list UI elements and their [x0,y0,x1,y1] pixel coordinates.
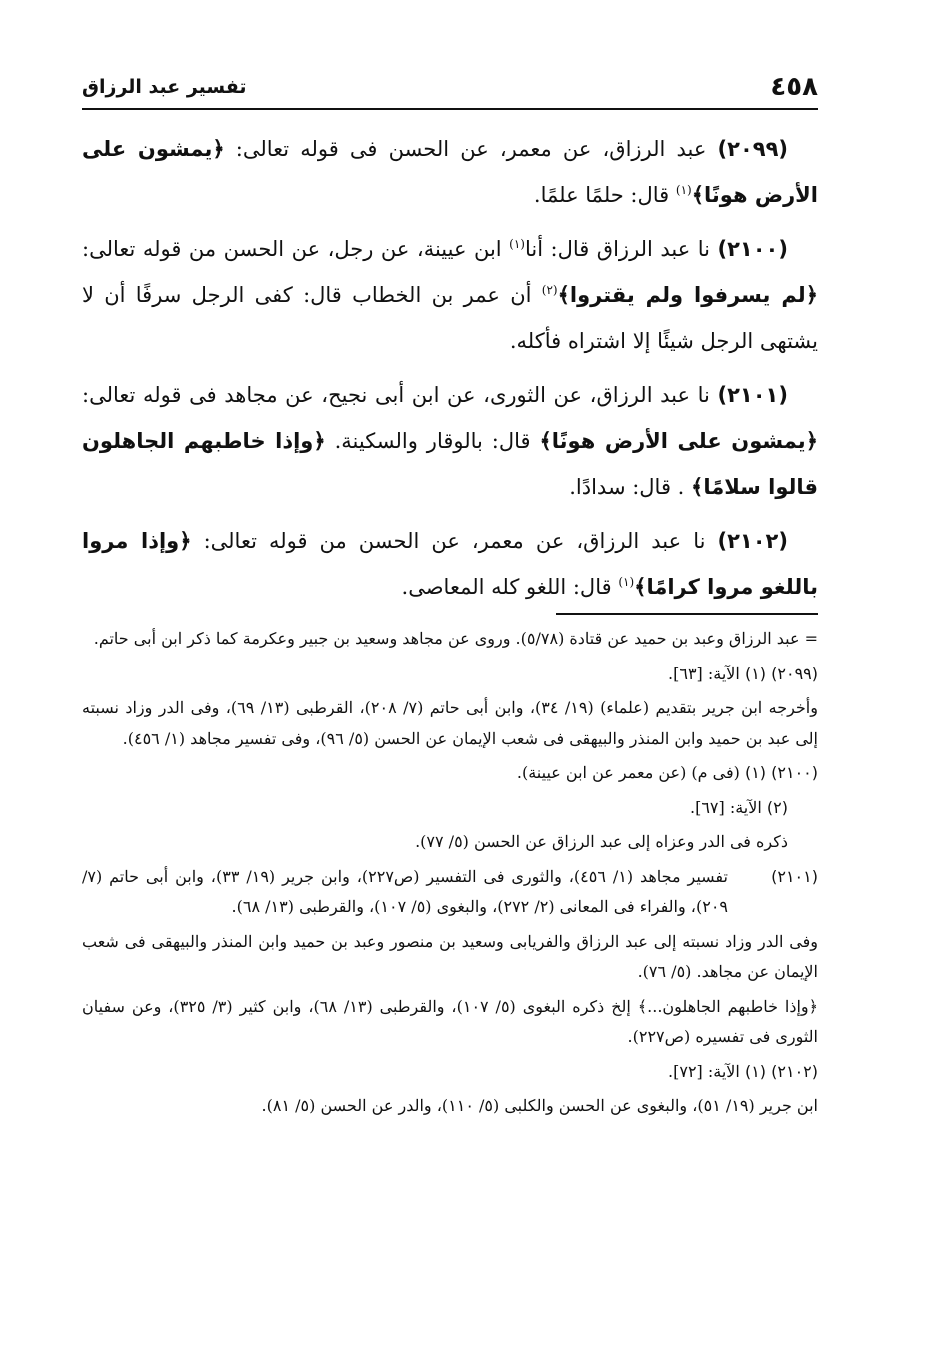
entry-text: نا عبد الرزاق قال: أنا [524,237,718,261]
running-header [82,68,818,110]
footnote-2099-detail: وأخرجه ابن جرير بتقديم (علماء) (١٩/ ٣٤)، وابن أبى حاتم (٧/ ٢٠٨)، القرطبى (١٣/ ٦٩)، وفى الدر وزاد نسبته إلى عبد بن حميد وابن المنذر والبيهقى فى شعب الإيمان عن الحسن (٥/ ٩٦)، وفى تفسير مجاهد (١/ ٤٥٦). [82,698,818,748]
quran-verse: ﴿يمشون على الأرض هونًا﴾ [82,137,818,207]
footnote-text: (فى م) (عن معمر عن ابن عيينة). [516,763,745,782]
footnote-ref: (١) [618,575,635,589]
page-number: ٤٥٨ [770,72,818,102]
footnote-continuation: = عبد الرزاق وعبد بن حميد عن قتادة (٥/٧٨). وروى عن مجاهد وسعيد بن جبير وعكرمة كما ذكر ابن أبى حاتم. [93,629,818,648]
quran-verse: ﴿وإذا خاطبهم الجاهلون قالوا سلامًا﴾ [82,429,818,499]
book-title: تفسير عبد الرزاق [82,76,247,98]
quran-verse: ﴿يمشون على الأرض هونًا﴾ [539,429,818,453]
footnote-separator [556,613,818,615]
entry-2102 [82,518,818,610]
footnote-ref: (١) [675,183,692,197]
footnote-2102-detail: ابن جرير (١٩/ ٥١)، والبغوى عن الحسن والكلبى (٥/ ١١٠)، والدر عن الحسن (٥/ ٨١). [261,1096,818,1115]
entry-number: (٢١٠٠) [717,237,788,261]
entry-text: نا عبد الرزاق، عن الثورى، عن ابن أبى نجيح، عن مجاهد فى قوله تعالى: [82,383,718,407]
footnote-text: تفسير مجاهد (١/ ٤٥٦)، والثورى فى التفسير (ص٢٢٧)، وابن جرير (١٩/ ٣٣)، وابن أبى حاتم (٧/ ٢٠٩)، والفراء فى المعانى (٢/ ٢٧٢)، والبغوى (٥/ ١٠٧)، والقرطبى (١٣/ ٦٨). [82,866,728,916]
footnote-text: الآية: [٦٣]. [668,663,745,683]
footnote-text: الآية: [٦٧]. [689,797,767,817]
footnote-2101-dur: وفى الدر وزاد نسبته إلى عبد الرزاق والفريابى وسعيد بن منصور وعبد بن حميد وابن المنذر والبيهقى فى شعب الإيمان عن مجاهد. (٥/ ٧٦). [82,931,818,981]
entry-text: قال: حلمًا علمًا. [533,183,676,207]
entry-text: ابن عيينة، عن رجل، عن الحسن من قوله تعالى: [82,237,510,261]
book-page [82,0,818,1369]
footnote-2102-1 [82,1057,818,1088]
footnote-2100-1 [82,758,818,789]
entry-text: قال: اللغو كله المعاصى. [401,575,619,599]
entry-2100 [82,226,818,364]
footnote-label: (٢) [766,797,788,817]
footnote-ref: (٢) [541,283,558,297]
footnote-2099-1 [82,659,818,690]
entry-text: . قال: سدادًا. [569,475,692,499]
footnote-label: (٢٠٩٩) (١) [744,663,818,683]
footnotes [82,624,818,1126]
footnote-label: (٢١٠٠) (١) [744,763,818,782]
entry-number: (٢١٠١) [717,383,788,407]
footnote-2100-detail: ذكره فى الدر وعزاه إلى عبد الرزاق عن الحسن (٥/ ٧٧). [415,832,788,851]
entry-number: (٢٠٩٩) [717,137,789,161]
quran-verse: ﴿لم يسرفوا ولم يقتروا﴾ [557,283,819,307]
entry-text: قال: بالوقار والسكينة. [325,429,540,453]
footnote-2100-2 [82,793,818,824]
footnote-ref: (١) [509,237,525,251]
quran-verse: ﴿وإذا مروا باللغو مروا كرامًا﴾ [82,529,818,599]
footnote-2101 [82,862,818,923]
footnote-label: (٢١٠١) [771,866,818,886]
entry-text: عبد الرزاق، عن معمر، عن الحسن فى قوله تعالى: [224,137,718,161]
entry-2099 [82,126,818,218]
main-text [82,126,818,618]
entry-text: نا عبد الرزاق، عن معمر، عن الحسن من قوله تعالى: [191,529,718,553]
footnote-label: (٢١٠٢) (١) [744,1061,818,1081]
entry-number: (٢١٠٢) [717,529,788,553]
footnote-text: الآية: [٧٢]. [668,1061,745,1081]
footnote-2101-verse: ﴿وإذا خاطبهم الجاهلون...﴾ إلخ ذكره البغوى (٥/ ١٠٧)، والقرطبى (١٣/ ٦٨)، وابن كثير (٣/ ٣٢٥)، وعن سفيان الثورى فى تفسيره (ص٢٢٧). [82,996,819,1046]
entry-text: أن عمر بن الخطاب قال: كفى الرجل سرفًا أن لا يشتهى الرجل شيئًا إلا اشتراه فأكله. [82,283,818,353]
entry-2101 [82,372,818,510]
